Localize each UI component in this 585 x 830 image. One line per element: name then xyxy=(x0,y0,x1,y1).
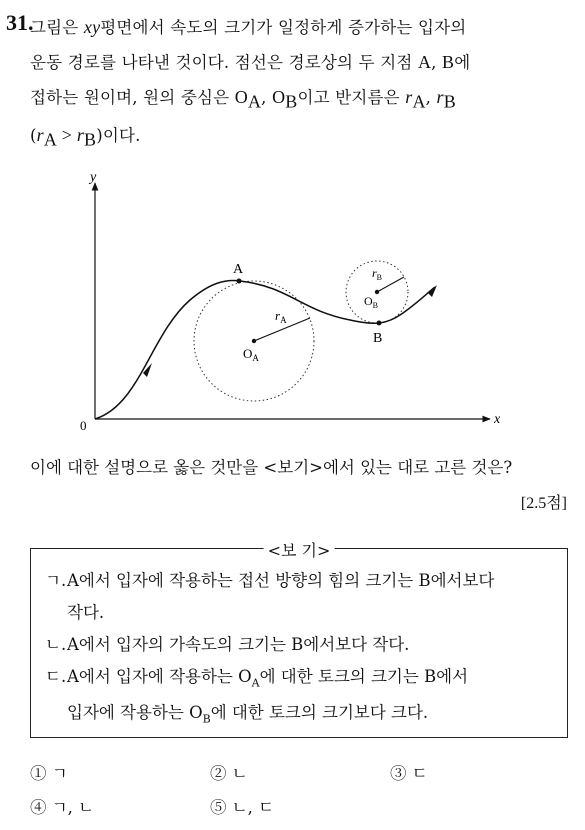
stem-sub: A xyxy=(247,91,262,112)
stem-var-xy: xy xyxy=(83,17,101,37)
stem-line-4 xyxy=(30,118,575,156)
bogi-box xyxy=(30,541,568,738)
stem-greater-than: > xyxy=(57,125,77,146)
x-axis-label: x xyxy=(494,412,501,427)
direction-arrow-icon xyxy=(143,363,152,377)
choice-2[interactable]: ② ㄴ xyxy=(210,764,248,783)
bogi-item-3 xyxy=(45,663,468,689)
question-prompt: 이에 대한 설명으로 옳은 것만을 <보기>에서 있는 대로 고른 것은? xyxy=(30,458,513,477)
point-B-dot xyxy=(377,321,382,326)
question-number: 31. xyxy=(6,10,34,35)
bogi-title: <보 기> xyxy=(264,538,335,561)
stem-radius-rB: r xyxy=(436,87,444,107)
choice-5[interactable]: ⑤ ㄴ, ㄷ xyxy=(210,798,275,817)
bogi-text: 에 대한 토크의 크기보다 크다. xyxy=(210,703,429,722)
choice-3[interactable]: ③ ㄷ xyxy=(390,764,428,783)
choice-1[interactable]: ① ㄱ xyxy=(30,764,68,783)
origin-label: 0 xyxy=(80,418,87,433)
bogi-item-2 xyxy=(45,631,409,655)
stem-text: , xyxy=(425,88,437,107)
stem-line-2 xyxy=(30,45,575,80)
particle-path xyxy=(95,281,435,419)
bogi-marker: ㄱ. xyxy=(45,571,67,590)
stem-text: )이다. xyxy=(96,126,141,146)
point-A-label: A xyxy=(233,262,244,277)
choice-4[interactable]: ④ ㄱ, ㄴ xyxy=(30,798,95,817)
stem-text: 이고 반지름은 xyxy=(297,88,406,107)
y-axis-label: y xyxy=(90,170,97,185)
stem-sub: B xyxy=(84,129,97,150)
point-A-dot xyxy=(237,279,242,284)
score-label: [2.5점] xyxy=(520,495,567,512)
bogi-item-3-cont xyxy=(45,699,428,725)
bogi-text: 입자에 작용하는 O xyxy=(67,703,203,722)
stem-radius-rB: r xyxy=(76,125,85,146)
bogi-marker: ㄷ. xyxy=(45,667,67,686)
bogi-text: 에 대한 토크의 크기는 B에서 xyxy=(259,667,469,686)
stem-text: 접하는 원이며, 원의 중심은 xyxy=(30,88,235,107)
stem-text: 그림은 xyxy=(30,18,84,37)
bogi-text: A에서 입자에 작용하는 접선 방향의 힘의 크기는 B에서보다 xyxy=(67,571,495,590)
bogi-sub: B xyxy=(202,712,211,726)
stem-radius-rA: r xyxy=(405,87,413,107)
question-stem xyxy=(30,10,575,157)
center-OA-label: $O_A$ xyxy=(243,346,259,363)
stem-radius-rA: r xyxy=(36,125,44,146)
stem-text: 운동 경로를 나타낸 것이다. 점선은 경로상의 두 지점 xyxy=(30,53,418,72)
stem-center-OB: O xyxy=(272,87,286,107)
stem-point-A: A xyxy=(417,52,432,72)
stem-text: 에 xyxy=(454,53,471,72)
trajectory-figure xyxy=(0,165,585,440)
stem-line-3 xyxy=(30,80,575,118)
stem-point-B: B xyxy=(442,52,455,72)
center-OB-label: $O_B$ xyxy=(364,294,379,310)
radius-A-label: $r_A$ xyxy=(275,308,287,325)
stem-center-OA: O xyxy=(234,87,248,107)
stem-line-1 xyxy=(30,10,575,45)
bogi-item-1-cont xyxy=(45,599,104,623)
bogi-text: A에서 입자에 작용하는 O xyxy=(67,667,252,686)
stem-text: , xyxy=(261,88,273,107)
bogi-item-1 xyxy=(45,567,494,591)
stem-text: ( xyxy=(30,126,37,146)
radius-B-label: $r_B$ xyxy=(372,266,383,282)
point-B-label: B xyxy=(373,331,383,346)
stem-text: , xyxy=(431,53,443,72)
stem-text: 평면에서 속도의 크기가 일정하게 증가하는 입자의 xyxy=(100,18,467,37)
stem-sub: A xyxy=(43,129,58,150)
bogi-text: 작다. xyxy=(67,603,105,622)
stem-sub: B xyxy=(443,91,456,112)
stem-sub: A xyxy=(412,91,426,112)
bogi-text: A에서 입자의 가속도의 크기는 B에서보다 작다. xyxy=(67,635,410,654)
bogi-marker: ㄴ. xyxy=(45,635,67,654)
stem-sub: B xyxy=(285,91,298,112)
bogi-sub: A xyxy=(251,676,260,690)
